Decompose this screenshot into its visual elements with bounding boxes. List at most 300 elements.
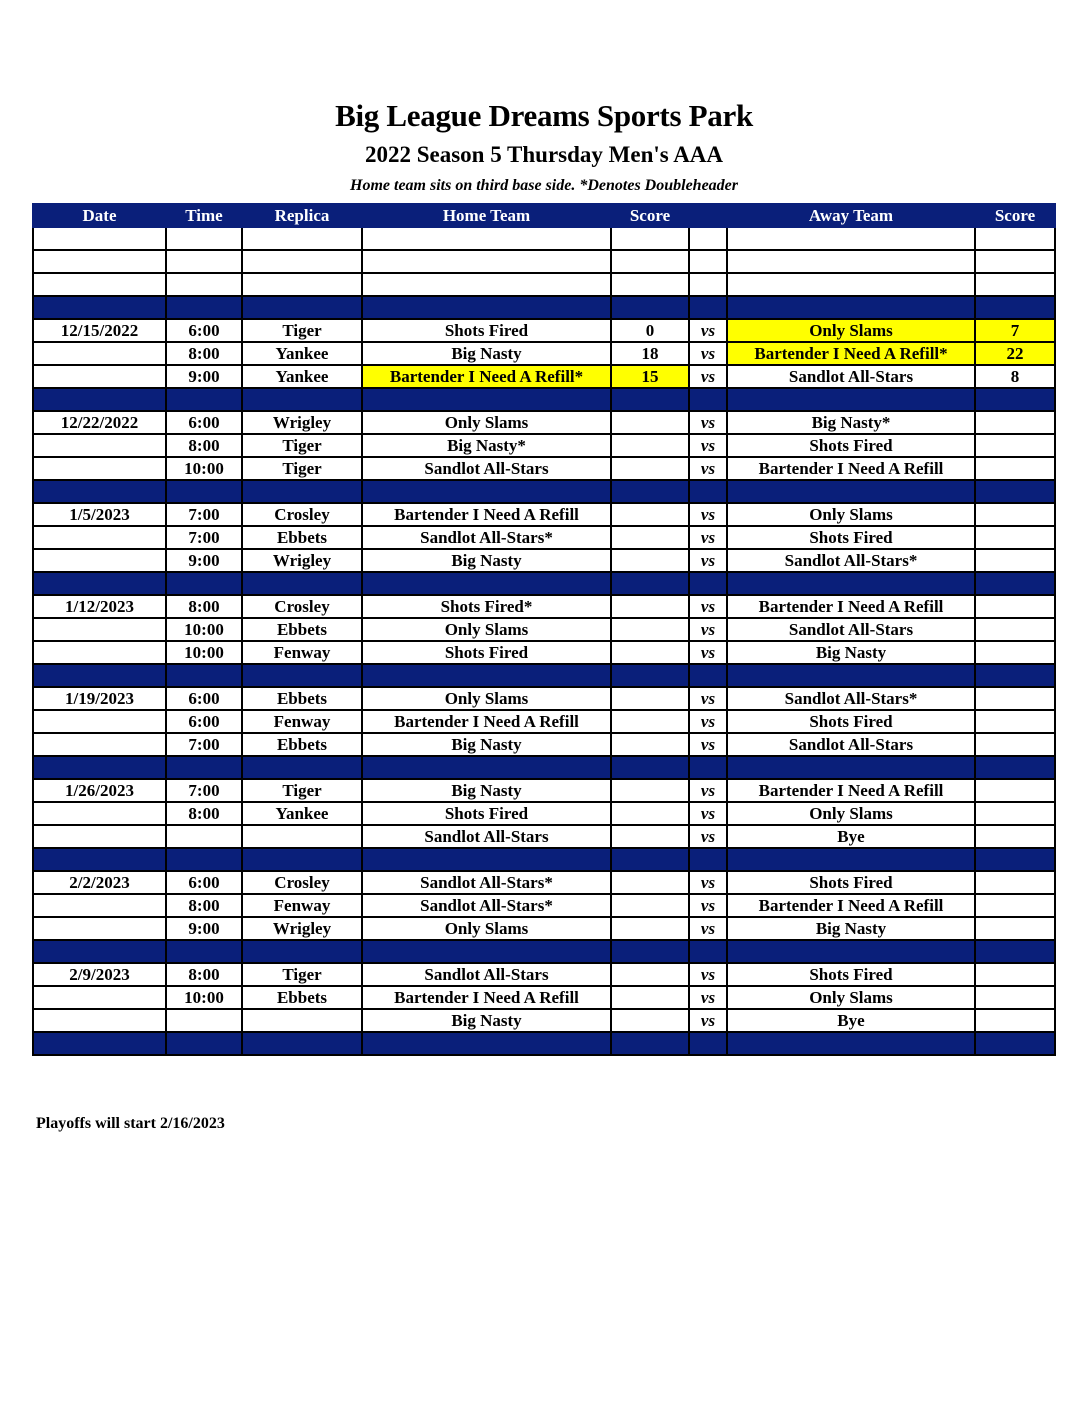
cell-time: 10:00 (166, 986, 242, 1009)
col-header-time: Time (166, 204, 242, 227)
cell-date (33, 526, 166, 549)
cell-time: 8:00 (166, 595, 242, 618)
cell-date (33, 434, 166, 457)
cell-away-team (727, 227, 975, 250)
cell-away-score: 8 (975, 365, 1055, 388)
col-header-date: Date (33, 204, 166, 227)
cell-home-team: Sandlot All-Stars (362, 963, 611, 986)
cell-away-team (727, 296, 975, 319)
cell-time (166, 940, 242, 963)
cell-away-score (975, 756, 1055, 779)
cell-home-score (611, 1032, 689, 1055)
cell-away-team: Shots Fired (727, 871, 975, 894)
cell-away-score (975, 894, 1055, 917)
cell-date (33, 457, 166, 480)
cell-time: 9:00 (166, 917, 242, 940)
cell-away-team: Bye (727, 825, 975, 848)
cell-away-score (975, 802, 1055, 825)
cell-vs (689, 1032, 727, 1055)
cell-vs (689, 572, 727, 595)
cell-home-team (362, 1032, 611, 1055)
cell-home-score (611, 802, 689, 825)
cell-replica (242, 825, 362, 848)
cell-time (166, 848, 242, 871)
cell-home-team: Big Nasty (362, 779, 611, 802)
cell-home-score (611, 641, 689, 664)
cell-home-team: Bartender I Need A Refill* (362, 365, 611, 388)
cell-replica: Fenway (242, 710, 362, 733)
cell-home-team: Big Nasty (362, 342, 611, 365)
cell-replica (242, 756, 362, 779)
cell-away-score (975, 963, 1055, 986)
cell-away-team: Bartender I Need A Refill (727, 894, 975, 917)
cell-home-score (611, 526, 689, 549)
cell-vs: vs (689, 434, 727, 457)
col-header-away-team: Away Team (727, 204, 975, 227)
cell-date (33, 940, 166, 963)
cell-away-team (727, 480, 975, 503)
cell-away-team: Sandlot All-Stars* (727, 549, 975, 572)
cell-home-score (611, 1009, 689, 1032)
cell-date (33, 802, 166, 825)
cell-home-team: Big Nasty* (362, 434, 611, 457)
cell-vs (689, 250, 727, 273)
cell-home-team: Sandlot All-Stars (362, 457, 611, 480)
cell-replica: Crosley (242, 871, 362, 894)
cell-vs: vs (689, 595, 727, 618)
cell-vs (689, 940, 727, 963)
cell-date: 2/9/2023 (33, 963, 166, 986)
cell-time (166, 756, 242, 779)
cell-home-score (611, 779, 689, 802)
cell-away-team: Only Slams (727, 319, 975, 342)
cell-home-score: 18 (611, 342, 689, 365)
cell-home-score (611, 618, 689, 641)
cell-home-team (362, 250, 611, 273)
cell-home-score (611, 434, 689, 457)
cell-date (33, 710, 166, 733)
cell-date (33, 825, 166, 848)
cell-away-team: Only Slams (727, 503, 975, 526)
cell-home-team: Sandlot All-Stars (362, 825, 611, 848)
cell-home-score (611, 710, 689, 733)
cell-date (33, 986, 166, 1009)
cell-replica: Wrigley (242, 411, 362, 434)
schedule-table (32, 203, 1056, 1056)
cell-vs: vs (689, 342, 727, 365)
cell-home-team: Bartender I Need A Refill (362, 710, 611, 733)
cell-away-score (975, 457, 1055, 480)
doubleheader-note: Home team sits on third base side. *Denotes Doubleheader (350, 177, 738, 194)
cell-home-team: Only Slams (362, 917, 611, 940)
cell-away-team (727, 388, 975, 411)
cell-away-team: Big Nasty (727, 641, 975, 664)
cell-away-team: Sandlot All-Stars* (727, 687, 975, 710)
table-row (33, 342, 1055, 365)
table-row (33, 802, 1055, 825)
cell-home-score (611, 733, 689, 756)
cell-replica: Ebbets (242, 526, 362, 549)
cell-vs: vs (689, 825, 727, 848)
cell-date (33, 388, 166, 411)
cell-away-score (975, 664, 1055, 687)
cell-away-score (975, 480, 1055, 503)
cell-home-team: Sandlot All-Stars* (362, 526, 611, 549)
cell-away-score (975, 940, 1055, 963)
col-header-home-score: Score (611, 204, 689, 227)
cell-away-team: Shots Fired (727, 526, 975, 549)
cell-home-score (611, 825, 689, 848)
cell-home-team: Only Slams (362, 411, 611, 434)
blank-row (33, 227, 1055, 250)
cell-home-score (611, 549, 689, 572)
cell-replica: Wrigley (242, 549, 362, 572)
cell-replica (242, 848, 362, 871)
cell-date (33, 549, 166, 572)
cell-away-score (975, 250, 1055, 273)
cell-time: 6:00 (166, 319, 242, 342)
cell-date (33, 1032, 166, 1055)
cell-time (166, 227, 242, 250)
cell-time: 6:00 (166, 710, 242, 733)
cell-replica: Fenway (242, 641, 362, 664)
cell-away-team (727, 664, 975, 687)
col-header-replica: Replica (242, 204, 362, 227)
cell-away-team: Big Nasty* (727, 411, 975, 434)
cell-replica: Crosley (242, 595, 362, 618)
cell-away-score (975, 526, 1055, 549)
cell-time (166, 480, 242, 503)
cell-vs (689, 388, 727, 411)
cell-home-score (611, 503, 689, 526)
separator-row (33, 664, 1055, 687)
cell-replica: Tiger (242, 434, 362, 457)
cell-time: 10:00 (166, 618, 242, 641)
cell-away-team: Shots Fired (727, 710, 975, 733)
cell-home-team (362, 848, 611, 871)
cell-replica: Crosley (242, 503, 362, 526)
cell-vs: vs (689, 963, 727, 986)
cell-vs: vs (689, 710, 727, 733)
cell-vs (689, 664, 727, 687)
cell-away-team: Bartender I Need A Refill (727, 595, 975, 618)
cell-home-score (611, 917, 689, 940)
cell-away-team: Bartender I Need A Refill (727, 457, 975, 480)
cell-replica: Yankee (242, 802, 362, 825)
cell-home-score (611, 963, 689, 986)
cell-away-team: Sandlot All-Stars (727, 618, 975, 641)
cell-away-score (975, 595, 1055, 618)
cell-away-score (975, 572, 1055, 595)
cell-date: 1/12/2023 (33, 595, 166, 618)
cell-away-team: Big Nasty (727, 917, 975, 940)
col-header-home-team: Home Team (362, 204, 611, 227)
cell-away-score (975, 296, 1055, 319)
cell-vs: vs (689, 618, 727, 641)
cell-home-score (611, 227, 689, 250)
table-row (33, 917, 1055, 940)
separator-row (33, 848, 1055, 871)
cell-home-team: Only Slams (362, 687, 611, 710)
cell-away-score: 7 (975, 319, 1055, 342)
cell-away-team: Bye (727, 1009, 975, 1032)
cell-date (33, 296, 166, 319)
cell-vs: vs (689, 871, 727, 894)
table-row (33, 825, 1055, 848)
separator-row (33, 572, 1055, 595)
cell-home-team: Big Nasty (362, 1009, 611, 1032)
table-row (33, 549, 1055, 572)
cell-vs: vs (689, 986, 727, 1009)
cell-vs: vs (689, 457, 727, 480)
table-row (33, 411, 1055, 434)
cell-away-score (975, 618, 1055, 641)
cell-replica (242, 664, 362, 687)
cell-away-team: Shots Fired (727, 434, 975, 457)
cell-date (33, 848, 166, 871)
cell-home-team: Big Nasty (362, 549, 611, 572)
cell-home-team: Bartender I Need A Refill (362, 503, 611, 526)
cell-away-team: Bartender I Need A Refill (727, 779, 975, 802)
cell-time: 7:00 (166, 503, 242, 526)
cell-away-score (975, 434, 1055, 457)
cell-time (166, 572, 242, 595)
table-row (33, 733, 1055, 756)
table-row (33, 1009, 1055, 1032)
cell-home-score (611, 940, 689, 963)
page-subtitle: 2022 Season 5 Thursday Men's AAA (364, 142, 724, 167)
separator-row (33, 940, 1055, 963)
cell-home-team (362, 756, 611, 779)
cell-date (33, 917, 166, 940)
cell-replica: Ebbets (242, 687, 362, 710)
cell-vs (689, 848, 727, 871)
cell-away-score (975, 986, 1055, 1009)
table-row (33, 434, 1055, 457)
cell-date (33, 1009, 166, 1032)
cell-away-team: Bartender I Need A Refill* (727, 342, 975, 365)
cell-replica: Ebbets (242, 986, 362, 1009)
cell-time: 8:00 (166, 342, 242, 365)
cell-away-score (975, 687, 1055, 710)
cell-replica: Yankee (242, 342, 362, 365)
cell-date: 1/5/2023 (33, 503, 166, 526)
cell-home-score: 15 (611, 365, 689, 388)
cell-away-score (975, 411, 1055, 434)
cell-vs (689, 296, 727, 319)
cell-replica (242, 480, 362, 503)
cell-home-score (611, 986, 689, 1009)
cell-replica: Tiger (242, 319, 362, 342)
cell-home-score (611, 296, 689, 319)
cell-time: 8:00 (166, 963, 242, 986)
cell-vs: vs (689, 319, 727, 342)
cell-home-team (362, 572, 611, 595)
cell-replica: Yankee (242, 365, 362, 388)
cell-vs: vs (689, 917, 727, 940)
cell-away-score (975, 848, 1055, 871)
cell-home-team: Big Nasty (362, 733, 611, 756)
cell-date: 2/2/2023 (33, 871, 166, 894)
cell-home-score (611, 894, 689, 917)
cell-date (33, 733, 166, 756)
cell-home-team: Bartender I Need A Refill (362, 986, 611, 1009)
table-row (33, 365, 1055, 388)
table-row (33, 457, 1055, 480)
cell-replica: Ebbets (242, 618, 362, 641)
cell-home-score (611, 411, 689, 434)
cell-time (166, 273, 242, 296)
cell-away-score (975, 273, 1055, 296)
cell-home-team: Sandlot All-Stars* (362, 894, 611, 917)
cell-replica: Wrigley (242, 917, 362, 940)
cell-replica: Ebbets (242, 733, 362, 756)
table-row (33, 710, 1055, 733)
cell-home-score (611, 250, 689, 273)
cell-time (166, 825, 242, 848)
cell-away-score (975, 1032, 1055, 1055)
cell-home-team (362, 940, 611, 963)
table-row (33, 319, 1055, 342)
cell-home-score (611, 871, 689, 894)
cell-home-score: 0 (611, 319, 689, 342)
cell-home-score (611, 572, 689, 595)
cell-home-score (611, 480, 689, 503)
cell-date (33, 480, 166, 503)
cell-date: 1/26/2023 (33, 779, 166, 802)
cell-time: 6:00 (166, 411, 242, 434)
cell-vs: vs (689, 411, 727, 434)
cell-time (166, 250, 242, 273)
cell-home-score (611, 273, 689, 296)
cell-home-team (362, 664, 611, 687)
cell-vs: vs (689, 549, 727, 572)
cell-date (33, 342, 166, 365)
cell-away-score (975, 710, 1055, 733)
cell-vs: vs (689, 894, 727, 917)
cell-home-score (611, 756, 689, 779)
cell-time (166, 296, 242, 319)
cell-away-team (727, 572, 975, 595)
cell-replica: Fenway (242, 894, 362, 917)
cell-away-score: 22 (975, 342, 1055, 365)
cell-vs: vs (689, 687, 727, 710)
table-row (33, 641, 1055, 664)
cell-time (166, 388, 242, 411)
cell-away-team: Only Slams (727, 986, 975, 1009)
table-row (33, 595, 1055, 618)
cell-date (33, 227, 166, 250)
cell-time: 7:00 (166, 779, 242, 802)
cell-vs: vs (689, 779, 727, 802)
cell-date: 1/19/2023 (33, 687, 166, 710)
cell-time: 10:00 (166, 457, 242, 480)
cell-home-team: Sandlot All-Stars* (362, 871, 611, 894)
cell-away-score (975, 549, 1055, 572)
cell-away-score (975, 503, 1055, 526)
cell-replica (242, 388, 362, 411)
cell-time: 8:00 (166, 802, 242, 825)
cell-date (33, 641, 166, 664)
cell-vs: vs (689, 1009, 727, 1032)
cell-time: 8:00 (166, 894, 242, 917)
cell-away-team (727, 1032, 975, 1055)
cell-away-score (975, 825, 1055, 848)
cell-away-score (975, 1009, 1055, 1032)
cell-away-score (975, 227, 1055, 250)
cell-time: 6:00 (166, 687, 242, 710)
cell-date (33, 250, 166, 273)
cell-home-team: Only Slams (362, 618, 611, 641)
cell-home-team: Shots Fired (362, 802, 611, 825)
col-header-vs (689, 204, 727, 227)
cell-replica: Tiger (242, 457, 362, 480)
cell-time (166, 1032, 242, 1055)
cell-date: 12/15/2022 (33, 319, 166, 342)
cell-home-team: Shots Fired* (362, 595, 611, 618)
cell-date (33, 756, 166, 779)
cell-away-team (727, 848, 975, 871)
table-header-row (33, 204, 1055, 227)
cell-home-score (611, 388, 689, 411)
cell-home-team (362, 388, 611, 411)
cell-time: 8:00 (166, 434, 242, 457)
cell-away-score (975, 779, 1055, 802)
cell-vs (689, 480, 727, 503)
cell-away-score (975, 871, 1055, 894)
table-row (33, 687, 1055, 710)
cell-away-team: Sandlot All-Stars (727, 365, 975, 388)
table-row (33, 503, 1055, 526)
cell-vs: vs (689, 526, 727, 549)
cell-time: 9:00 (166, 365, 242, 388)
cell-away-team: Only Slams (727, 802, 975, 825)
cell-time: 10:00 (166, 641, 242, 664)
cell-home-score (611, 687, 689, 710)
cell-away-team: Sandlot All-Stars (727, 733, 975, 756)
cell-replica (242, 1009, 362, 1032)
table-row (33, 963, 1055, 986)
cell-date (33, 365, 166, 388)
separator-row (33, 480, 1055, 503)
cell-time: 9:00 (166, 549, 242, 572)
cell-vs: vs (689, 365, 727, 388)
cell-away-score (975, 388, 1055, 411)
cell-vs: vs (689, 802, 727, 825)
cell-time: 7:00 (166, 733, 242, 756)
cell-home-score (611, 848, 689, 871)
table-row (33, 986, 1055, 1009)
cell-date (33, 664, 166, 687)
cell-vs (689, 227, 727, 250)
cell-replica: Tiger (242, 779, 362, 802)
cell-replica (242, 250, 362, 273)
cell-date (33, 572, 166, 595)
cell-away-team (727, 756, 975, 779)
cell-date (33, 618, 166, 641)
cell-date (33, 894, 166, 917)
table-row (33, 526, 1055, 549)
cell-home-score (611, 595, 689, 618)
cell-replica (242, 572, 362, 595)
page-title: Big League Dreams Sports Park (335, 98, 753, 133)
col-header-away-score: Score (975, 204, 1055, 227)
cell-away-team (727, 273, 975, 296)
cell-home-team (362, 296, 611, 319)
cell-away-score (975, 733, 1055, 756)
schedule-body (33, 227, 1055, 1055)
cell-home-team (362, 273, 611, 296)
